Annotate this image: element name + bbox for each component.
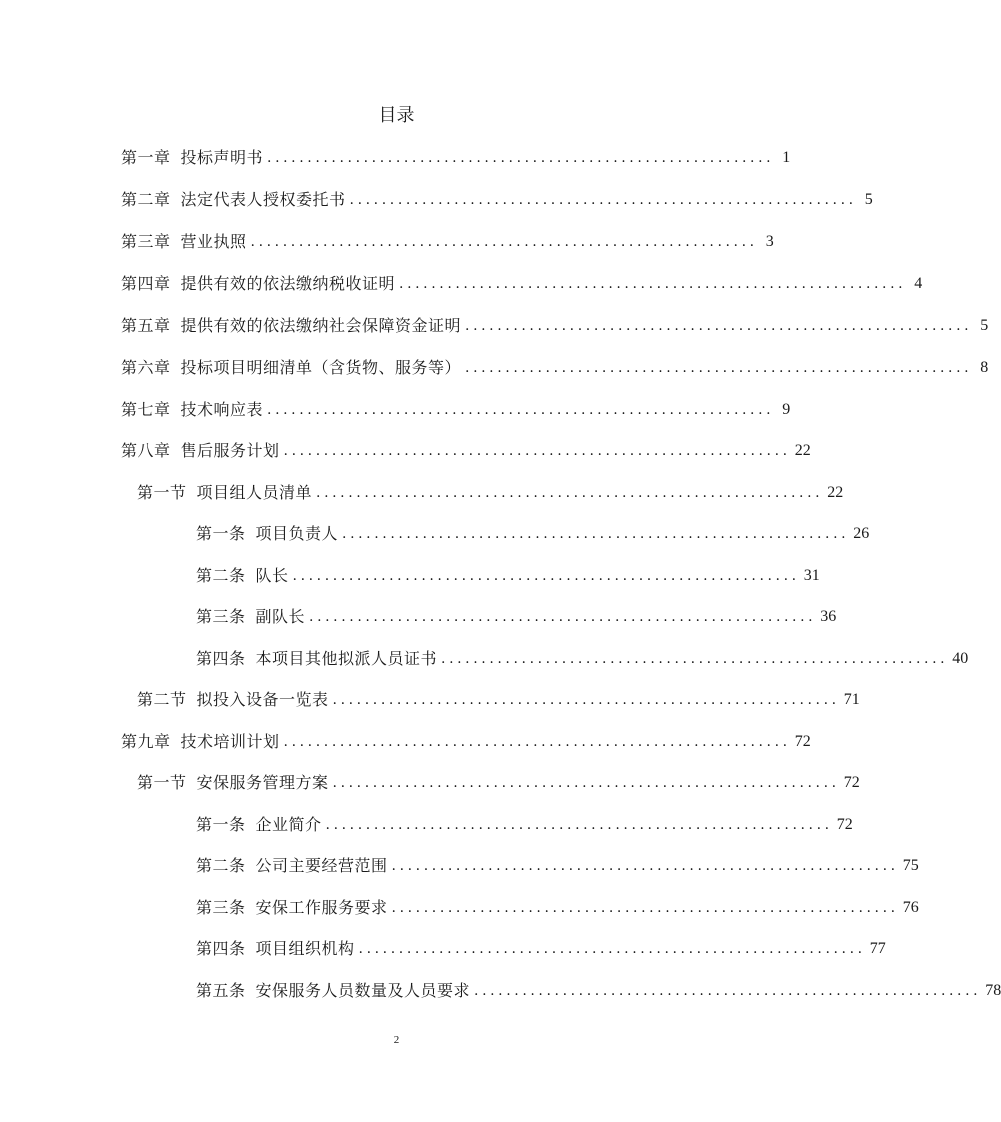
toc-entry-page: 5 <box>864 191 873 208</box>
dot-leader: ............................................................... <box>332 692 840 708</box>
dot-leader: ............................................................... <box>358 941 866 957</box>
toc-entry-number: 第三条 <box>196 607 246 626</box>
toc-entry-text: 法定代表人授权委托书 <box>180 190 346 209</box>
toc-entry-text: 项目组人员清单 <box>196 483 313 502</box>
toc-entry-text: 公司主要经营范围 <box>255 856 388 875</box>
toc-entry-page: 77 <box>869 940 886 957</box>
toc-entry[interactable] <box>196 936 886 962</box>
dot-leader: ............................................................... <box>283 734 791 750</box>
dot-leader: ............................................................... <box>391 900 899 916</box>
toc-entry-number: 第四章 <box>121 274 171 293</box>
toc-entry-number: 第二条 <box>196 566 246 585</box>
toc-entry-text: 安保工作服务要求 <box>255 898 388 917</box>
toc-entry-number: 第一节 <box>137 483 187 502</box>
dot-leader: ............................................................... <box>292 568 800 584</box>
toc-entry-page: 31 <box>803 567 820 584</box>
toc-entry[interactable] <box>196 646 969 672</box>
toc-entry[interactable] <box>121 187 873 213</box>
toc-entry-page: 3 <box>765 233 774 250</box>
toc-entry-number: 第五条 <box>196 981 246 1000</box>
toc-entry[interactable] <box>121 145 791 171</box>
toc-entry-text: 副队长 <box>255 607 306 626</box>
toc-entry[interactable] <box>137 770 860 796</box>
toc-entry-text: 投标项目明细清单（含货物、服务等） <box>180 358 462 377</box>
toc-entry[interactable] <box>137 480 844 506</box>
dot-leader: ............................................................... <box>325 817 833 833</box>
toc-entry-page: 72 <box>843 774 860 791</box>
toc-entry-page: 5 <box>980 317 989 334</box>
toc-entry-number: 第二节 <box>137 690 187 709</box>
toc-entry-text: 提供有效的依法缴纳社会保障资金证明 <box>180 316 462 335</box>
toc-entry-number: 第八章 <box>121 441 171 460</box>
toc-entry-number: 第六章 <box>121 358 171 377</box>
toc-entry[interactable] <box>121 397 791 423</box>
dot-leader: ............................................................... <box>267 150 775 166</box>
toc-entry-page: 22 <box>794 442 811 459</box>
toc-entry-number: 第七章 <box>121 400 171 419</box>
dot-leader: ............................................................... <box>399 276 907 292</box>
dot-leader: ............................................................... <box>465 360 973 376</box>
toc-entry-page: 26 <box>853 525 870 542</box>
toc-entry[interactable] <box>121 313 989 339</box>
toc-entry-text: 项目负责人 <box>255 524 339 543</box>
dot-leader: ............................................................... <box>474 983 982 999</box>
toc-entry-page: 78 <box>985 982 1001 999</box>
toc-entry-number: 第九章 <box>121 732 171 751</box>
page-number: 2 <box>393 1034 400 1046</box>
toc-entry-text: 安保服务人员数量及人员要求 <box>255 981 471 1000</box>
toc-entry-page: 72 <box>794 733 811 750</box>
dot-leader: ............................................................... <box>283 443 791 459</box>
toc-entry-text: 营业执照 <box>180 232 247 251</box>
toc-entry-page: 75 <box>902 857 919 874</box>
toc-title: 目录 <box>378 105 415 126</box>
toc-entry-text: 本项目其他拟派人员证书 <box>255 649 438 668</box>
dot-leader: ............................................................... <box>465 318 973 334</box>
toc-entry-page: 9 <box>782 401 791 418</box>
toc-entry-number: 第三条 <box>196 898 246 917</box>
toc-entry[interactable] <box>121 271 923 297</box>
toc-entry[interactable] <box>121 229 774 255</box>
toc-entry-number: 第一节 <box>137 773 187 792</box>
dot-leader: ............................................................... <box>349 192 857 208</box>
toc-entry-text: 项目组织机构 <box>255 939 355 958</box>
toc-entry-page: 71 <box>843 691 860 708</box>
toc-entry-number: 第五章 <box>121 316 171 335</box>
dot-leader: ............................................................... <box>391 858 899 874</box>
dot-leader: ............................................................... <box>441 651 949 667</box>
toc-entry[interactable] <box>196 521 870 547</box>
toc-entry[interactable] <box>121 729 811 755</box>
toc-entry-text: 售后服务计划 <box>180 441 280 460</box>
toc-entry[interactable] <box>196 604 837 630</box>
toc-entry-page: 8 <box>980 359 989 376</box>
toc-entry-page: 76 <box>902 899 919 916</box>
toc-entry-number: 第一条 <box>196 815 246 834</box>
toc-entry[interactable] <box>196 853 919 879</box>
toc-entry-text: 企业简介 <box>255 815 322 834</box>
toc-entry-text: 技术响应表 <box>180 400 264 419</box>
toc-entry-page: 40 <box>952 650 969 667</box>
toc-entry-text: 技术培训计划 <box>180 732 280 751</box>
dot-leader: ............................................................... <box>267 402 775 418</box>
toc-entry-number: 第四条 <box>196 939 246 958</box>
dot-leader: ............................................................... <box>342 526 850 542</box>
toc-entry-text: 投标声明书 <box>180 148 264 167</box>
toc-entry-text: 拟投入设备一览表 <box>196 690 329 709</box>
toc-entry[interactable] <box>196 812 853 838</box>
dot-leader: ............................................................... <box>309 609 817 625</box>
toc-entry[interactable] <box>121 438 811 464</box>
toc-entry-number: 第二章 <box>121 190 171 209</box>
toc-entry-text: 提供有效的依法缴纳税收证明 <box>180 274 396 293</box>
toc-entry-page: 4 <box>914 275 923 292</box>
toc-entry[interactable] <box>196 978 1001 1004</box>
toc-entry[interactable] <box>121 355 989 381</box>
toc-entry-number: 第三章 <box>121 232 171 251</box>
toc-entry[interactable] <box>196 895 919 921</box>
dot-leader: ............................................................... <box>250 234 758 250</box>
toc-entry-number: 第一章 <box>121 148 171 167</box>
dot-leader: ............................................................... <box>316 485 824 501</box>
dot-leader: ............................................................... <box>332 775 840 791</box>
toc-entry-page: 22 <box>827 484 844 501</box>
toc-entry-number: 第一条 <box>196 524 246 543</box>
toc-entry-page: 72 <box>836 816 853 833</box>
toc-entry-page: 36 <box>820 608 837 625</box>
toc-entry-text: 队长 <box>255 566 289 585</box>
toc-entry[interactable] <box>137 687 860 713</box>
toc-entry-number: 第四条 <box>196 649 246 668</box>
toc-entry-page: 1 <box>782 149 791 166</box>
toc-entry[interactable] <box>196 563 820 589</box>
toc-entry-text: 安保服务管理方案 <box>196 773 329 792</box>
toc-entry-number: 第二条 <box>196 856 246 875</box>
